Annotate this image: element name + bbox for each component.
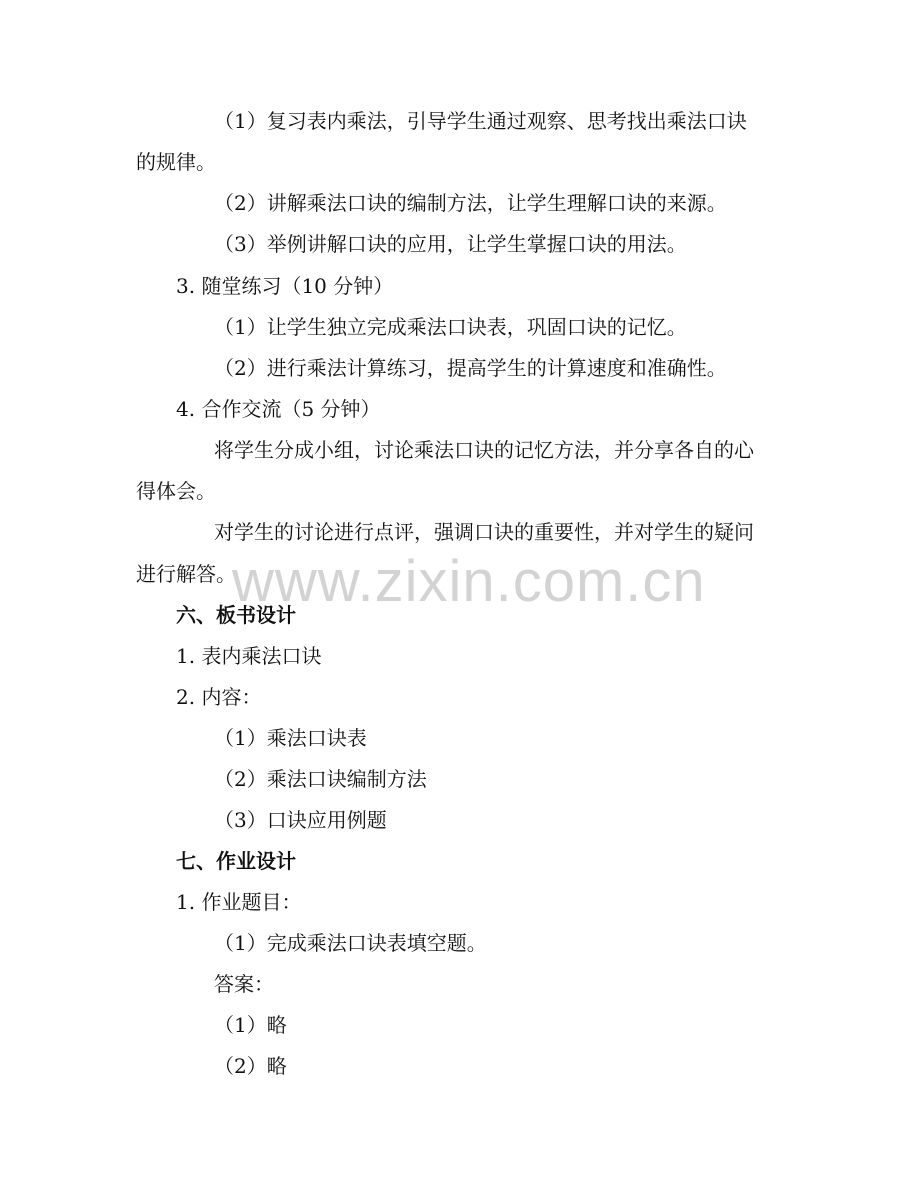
list-item: 1. 作业题目： <box>176 890 302 914</box>
section-heading: 六、板书设计 <box>176 603 296 627</box>
text-line: （1）略 <box>214 1013 287 1037</box>
list-item: 2. 内容： <box>176 685 262 709</box>
text-line: （2）进行乘法计算练习，提高学生的计算速度和准确性。 <box>214 356 727 380</box>
text-line: （2）乘法口诀编制方法 <box>214 767 427 791</box>
text-line: 答案： <box>214 972 274 996</box>
text-line: 进行解答。 <box>136 562 236 586</box>
text-line: 将学生分成小组，讨论乘法口诀的记忆方法，并分享各自的心 <box>214 438 754 462</box>
text-line: 得体会。 <box>136 479 216 503</box>
text-line: （1）乘法口诀表 <box>214 726 367 750</box>
text-line: （2）略 <box>214 1054 287 1078</box>
list-item: 1. 表内乘法口诀 <box>176 644 322 668</box>
list-item: 3. 随堂练习（10 分钟） <box>176 274 394 298</box>
text-line: （2）讲解乘法口诀的编制方法，让学生理解口诀的来源。 <box>214 191 727 215</box>
text-line: 的规律。 <box>136 150 216 174</box>
text-line: （1）让学生独立完成乘法口诀表，巩固口诀的记忆。 <box>214 315 687 339</box>
section-heading: 七、作业设计 <box>176 849 296 873</box>
text-line: （1）复习表内乘法，引导学生通过观察、思考找出乘法口诀 <box>214 109 747 133</box>
text-line: （1）完成乘法口诀表填空题。 <box>214 931 487 955</box>
text-line: 对学生的讨论进行点评，强调口诀的重要性，并对学生的疑问 <box>214 520 754 544</box>
watermark: www.zixin.com.cn <box>232 549 706 614</box>
text-line: （3）口诀应用例题 <box>214 808 387 832</box>
list-item: 4. 合作交流（5 分钟） <box>176 397 381 421</box>
text-line: （3）举例讲解口诀的应用，让学生掌握口诀的用法。 <box>214 232 687 256</box>
